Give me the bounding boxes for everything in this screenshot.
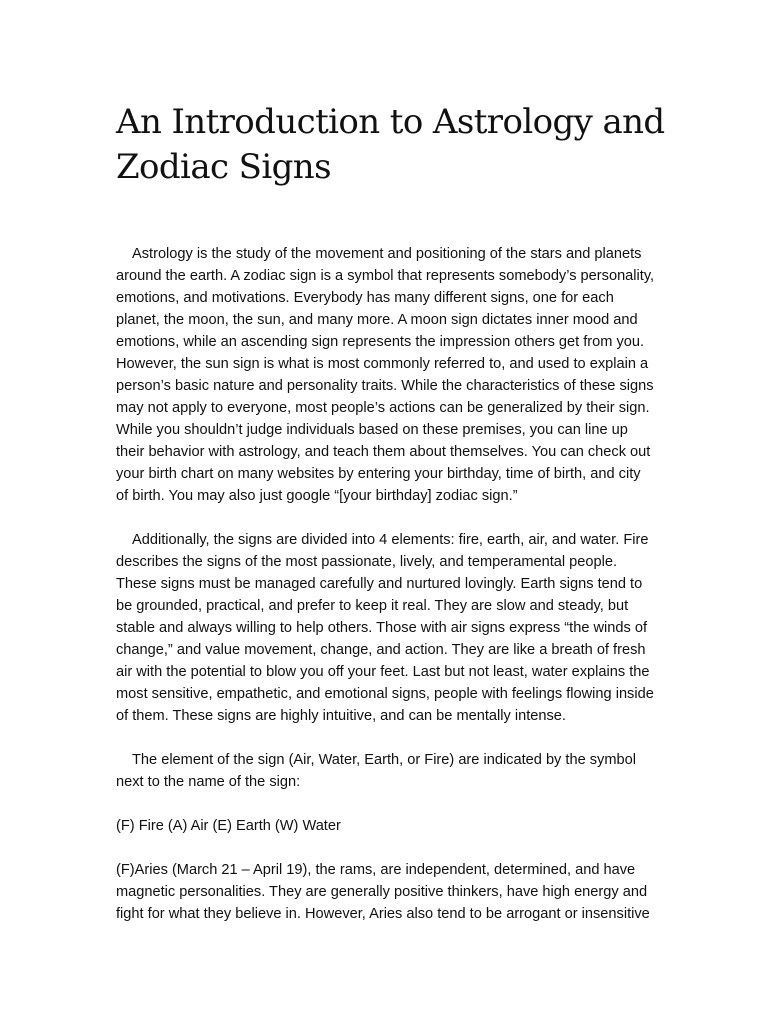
document-body xyxy=(116,243,656,947)
document-title: An Introduction to Astrology and Zodiac Signs xyxy=(116,102,665,187)
paragraph-aries: (F)Aries (March 21 – April 19), the rams, are independent, determined, and have magnetic personalities. They are generally positive thinkers, have high energy and fight for what they believe in. However, Aries also tend to be arrogant or insensitive xyxy=(116,862,650,922)
paragraph-astrology-intro: Astrology is the study of the movement and positioning of the stars and planets around the earth. A zodiac sign is a symbol that represents somebody’s personality, emotions, and motivations. Everybody has many different signs, one for each planet, the moon, the sun, and many more. A moon sign dictates inner mood and emotions, while an ascending sign represents the impression others get from you. However, the sun sign is what is most commonly referred to, and used to explain a person’s basic nature and personality traits. While the characteristics of these signs may not apply to everyone, most people’s actions can be generalized by their sign. While you shouldn’t judge individuals based on these premises, you can line up their behavior with astrology, and teach them about themselves. You can check out your birth chart on many websites by entering your birthday, time of birth, and city of birth. You may also just google “[your birthday] zodiac sign.” xyxy=(116,246,655,504)
paragraph-elements: Additionally, the signs are divided into 4 elements: fire, earth, air, and water. Fire describes the signs of the most passionate, lively, and temperamental people. These signs must be managed carefully and nurtured lovingly. Earth signs tend to be grounded, practical, and prefer to keep it real. They are slow and steady, but stable and always willing to help others. Those with air signs express “the winds of change,” and value movement, change, and action. They are like a breath of fresh air with the potential to blow you off your feet. Last but not least, water explains the most sensitive, empathetic, and emotional signs, people with feelings flowing inside of them. These signs are highly intuitive, and can be mentally intense. xyxy=(116,532,654,724)
paragraph-element-legend: (F) Fire (A) Air (E) Earth (W) Water xyxy=(116,818,341,834)
paragraph-element-symbols: The element of the sign (Air, Water, Earth, or Fire) are indicated by the symbol next to the name of the sign: xyxy=(116,752,636,790)
